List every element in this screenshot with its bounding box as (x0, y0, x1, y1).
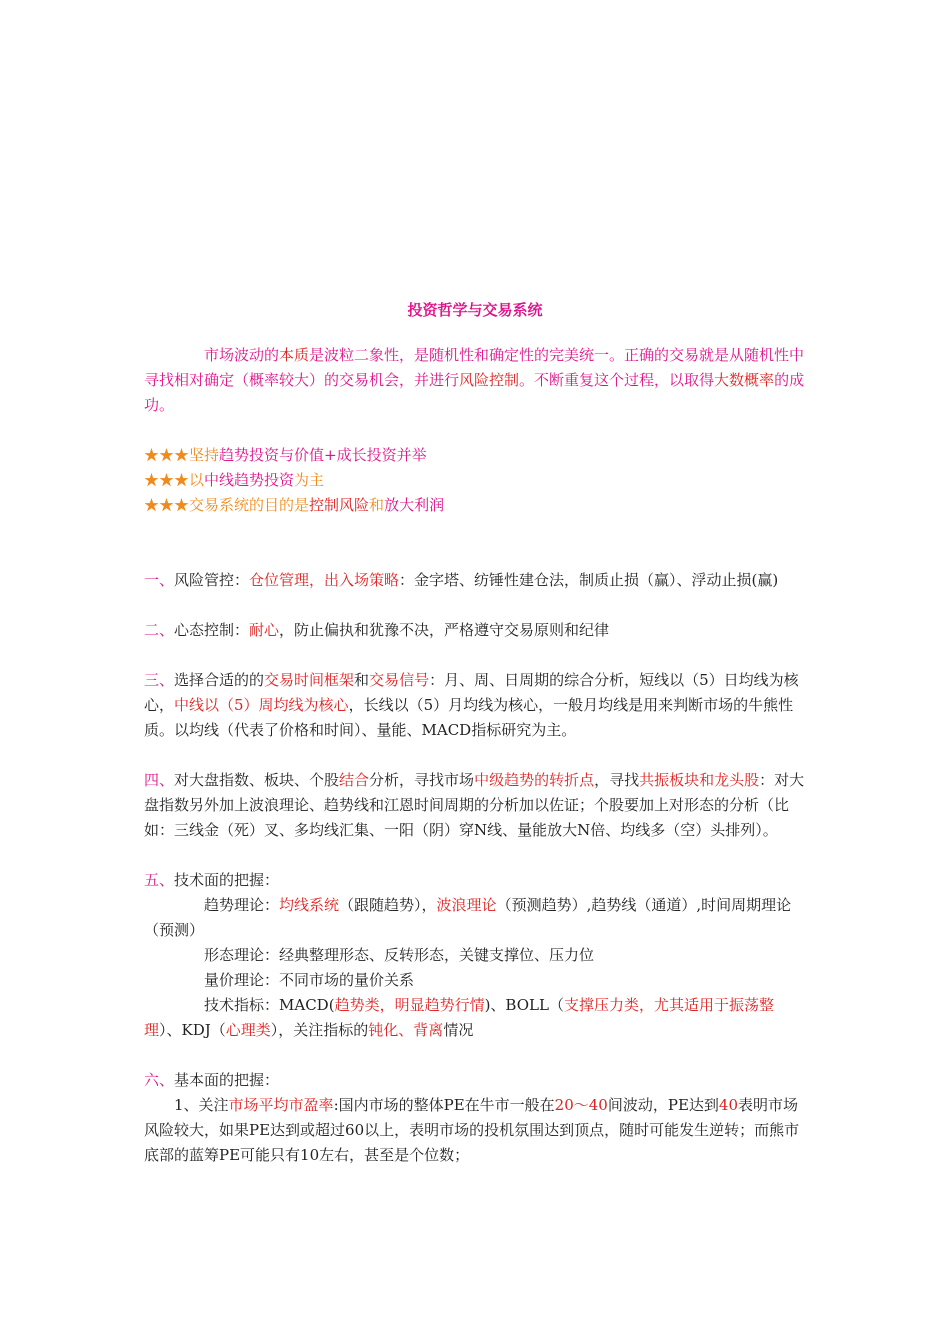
text-run: 五、 (144, 871, 175, 889)
text-run: 趋势类，明显趋势行情 (334, 996, 485, 1014)
text-run: 间波动，PE达到 (607, 1096, 719, 1114)
text-run: 波浪理论 (436, 896, 497, 914)
fundamental-pe (144, 1093, 809, 1168)
section-risk-control (144, 568, 809, 593)
text-run: 交易信号 (369, 671, 430, 689)
text-run: 耐心 (249, 621, 280, 639)
text-run: 风险管控： (174, 571, 250, 589)
text-run: ★★★ (144, 471, 190, 489)
text-run: 共振板块和龙头股 (639, 771, 760, 789)
text-run: 控制风险 (309, 496, 370, 514)
text-run: 交易系统的目的是 (189, 496, 310, 514)
text-run: 是波粒二象性，是随机性和确定性的完美统一。正确的交易就是从随机性中寻找相对确定（概率较大）的交易机会，并进行 (144, 346, 805, 389)
text-run: 钝化、背离 (368, 1021, 444, 1039)
principle-3 (144, 493, 809, 518)
text-run: 本质 (279, 346, 310, 364)
text-run: :国内市场的整体PE在牛市一般在 (333, 1096, 555, 1114)
text-run: 趋势理论： (204, 896, 280, 914)
text-run: 一、 (144, 571, 175, 589)
text-run: 市场波动的 (204, 346, 280, 364)
section-fundamental-heading (144, 1068, 809, 1093)
text-run: ：金字塔、纺锤性建仓法，制质止损（赢）、浮动止损(赢) (399, 571, 779, 589)
text-run: 仓位管理，出入场策略 (249, 571, 400, 589)
text-run: 为主 (294, 471, 325, 489)
tech-pattern-theory (144, 943, 809, 968)
text-run: 四、 (144, 771, 175, 789)
text-run: 风险控制 (459, 371, 520, 389)
text-run: 坚持 (189, 446, 220, 464)
section-mindset (144, 618, 809, 643)
section-timeframe (144, 668, 809, 743)
text-run: ★★★ (144, 496, 190, 514)
principle-2 (144, 468, 809, 493)
text-run: ），关注指标的 (270, 1021, 369, 1039)
text-run: 心理类 (225, 1021, 271, 1039)
text-run: 支撑压力类，尤其适用于振荡整理 (144, 996, 774, 1039)
text-run: ：对大盘指数另外加上波浪理论、趋势线和江恩时间周期的分析加以佐证；个股要加上对形态的分析（比如：三线金（死）叉、多均线汇集、一阳（阴）穿N线、量能放大N倍、均线多（空）头排列）。 (144, 771, 805, 839)
intro-paragraph (144, 343, 809, 418)
section-technical-heading (144, 868, 809, 893)
tech-indicators (144, 993, 809, 1043)
text-run: 心态控制： (174, 621, 250, 639)
text-run: （跟随趋势）， (339, 896, 437, 914)
text-run: ，长线以（5）月均线为核心，一般月均线是用来判断市场的牛熊性质。以均线（代表了价格和时间）、量能、MACD指标研究为主。 (144, 696, 794, 739)
text-run: 中级趋势的转折点 (474, 771, 595, 789)
text-run: 的成功。 (144, 371, 805, 414)
text-run: 六、 (144, 1071, 175, 1089)
text-run: 技术指标：MACD( (204, 996, 335, 1014)
text-run: 40 (718, 1096, 738, 1114)
text-run: 20～40 (554, 1096, 608, 1114)
text-run: 二、 (144, 621, 175, 639)
text-run: ，防止偏执和犹豫不决，严格遵守交易原则和纪律 (279, 621, 610, 639)
principle-1 (144, 443, 809, 468)
section-market-analysis (144, 768, 809, 843)
text-run: 结合 (339, 771, 370, 789)
text-run: )、BOLL（ (484, 996, 564, 1014)
tech-volume-price (144, 968, 809, 993)
text-run: 。不断重复这个过程，以取得 (519, 371, 715, 389)
text-run: 以 (189, 471, 205, 489)
text-run: 基本面的把握： (174, 1071, 280, 1089)
text-run: 形态理论：经典整理形态、反转形态，关键支撑位、压力位 (204, 946, 595, 964)
text-run: 技术面的把握： (174, 871, 280, 889)
tech-trend-theory (144, 893, 809, 943)
text-run: ：月、周、日周期的综合分析，短线以（5）日均线为核心， (144, 671, 799, 714)
text-run: 和 (354, 671, 370, 689)
text-run: 1、关注 (174, 1096, 229, 1114)
text-run: 市场平均市盈率 (228, 1096, 334, 1114)
text-run: 分析，寻找市场 (369, 771, 475, 789)
text-run: 中线以（5）周均线为核心 (174, 696, 349, 714)
text-run: 放大利润 (384, 496, 445, 514)
text-run: ）、KDJ（ (159, 1021, 226, 1039)
document-body (144, 343, 809, 1168)
text-run: 交易时间框架 (264, 671, 355, 689)
text-run: 趋势投资与价值+成长投资并举 (219, 446, 427, 464)
text-run: ，寻找 (594, 771, 640, 789)
text-run: ★★★ (144, 446, 190, 464)
text-run: 中线趋势投资 (204, 471, 295, 489)
text-run: （预测趋势）,趋势线（通道）,时间周期理论（预测） (144, 896, 792, 939)
text-run: 和 (369, 496, 385, 514)
text-run: 选择合适的的 (174, 671, 265, 689)
page-title: 投资哲学与交易系统 (407, 301, 543, 319)
text-run: 大数概率 (714, 371, 775, 389)
text-run: 表明市场风险较大，如果PE达到或超过60以上，表明市场的投机氛围达到顶点，随时可能发生逆转；而熊市底部的蓝筹PE可能只有10左右，甚至是个位数； (144, 1096, 800, 1164)
text-run: 三、 (144, 671, 175, 689)
text-run: 对大盘指数、板块、个股 (174, 771, 340, 789)
text-run: 均线系统 (279, 896, 340, 914)
text-run: 情况 (443, 1021, 474, 1039)
text-run: 量价理论：不同市场的量价关系 (204, 971, 415, 989)
